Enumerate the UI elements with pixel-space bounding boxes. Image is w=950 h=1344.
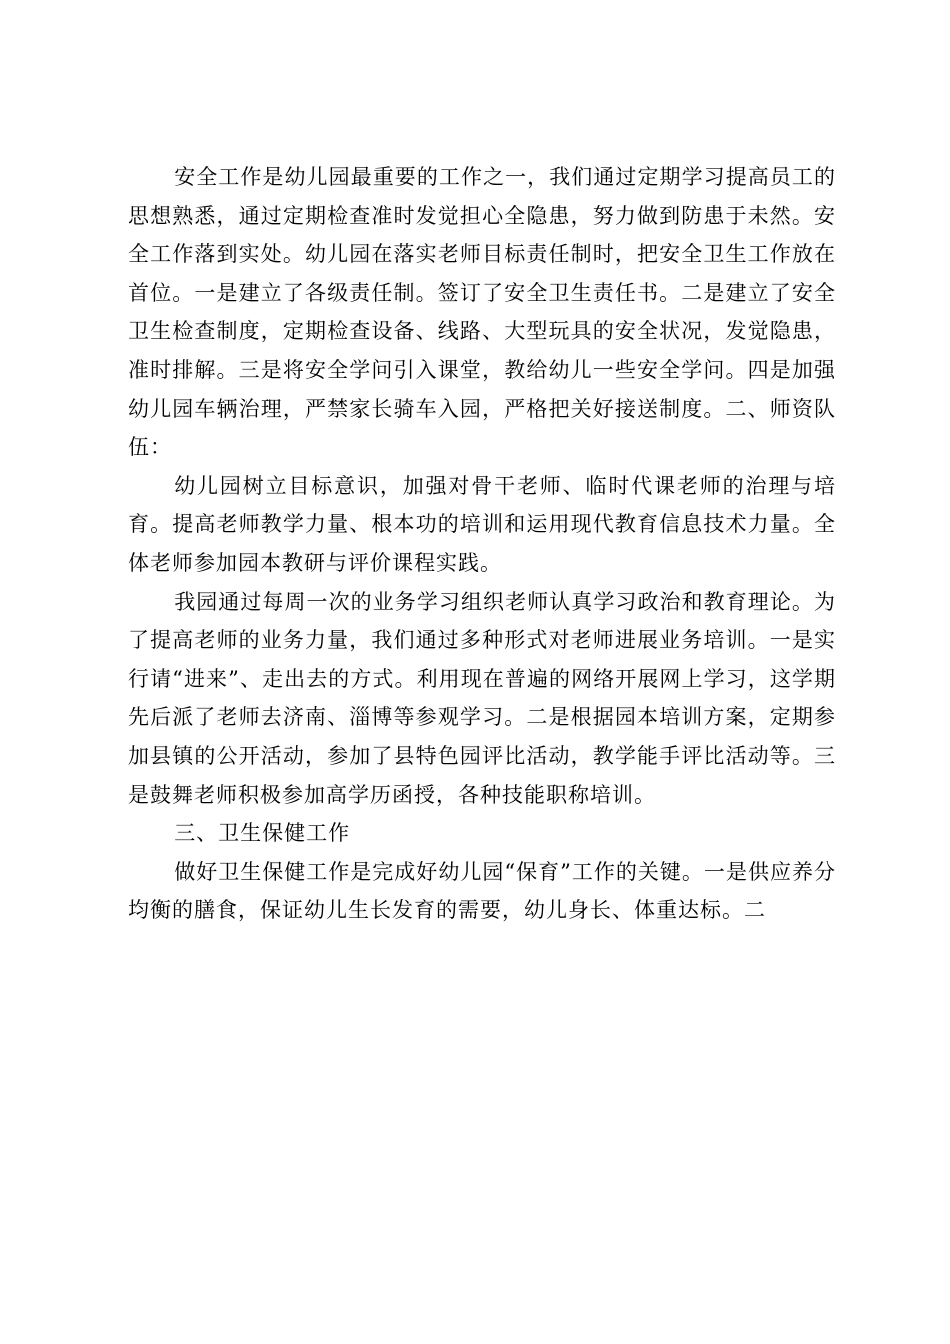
paragraph-teacher-training: 幼儿园树立目标意识，加强对骨干老师、临时代课老师的治理与培育。提高老师教学力量、根本功的培训和运用现代教育信息技术力量。全体老师参加园本教研与评价课程实践。 [128,473,836,575]
section-heading-health-care: 三、卫生保健工作 [174,821,351,846]
document-body [128,158,836,930]
paragraph-business-study: 我园通过每周一次的业务学习组织老师认真学习政治和教育理论。为了提高老师的业务力量，我们通过多种形式对老师进展业务培训。一是实行请“进来”、走出去的方式。利用现在普遍的网络开展网上学习，这学期先后派了老师去济南、淄博等参观学习。二是根据园本培训方案，定期参加县镇的公开活动，参加了县特色园评比活动，教学能手评比活动等。三是鼓舞老师积极参加高学历函授，各种技能职称培训。 [128,589,836,807]
paragraph-health-care: 做好卫生保健工作是完成好幼儿园“保育”工作的关键。一是供应养分均衡的膳食，保证幼儿生长发育的需要，幼儿身长、体重达标。二 [128,859,836,923]
paragraph-safety: 安全工作是幼儿园最重要的工作之一，我们通过定期学习提高员工的思想熟悉，通过定期检查准时发觉担心全隐患，努力做到防患于未然。安全工作落到实处。幼儿园在落实老师目标责任制时，把安全卫生工作放在首位。一是建立了各级责任制。签订了安全卫生责任书。二是建立了安全卫生检查制度，定期检查设备、线路、大型玩具的安全状况，发觉隐患，准时排解。三是将安全学问引入课堂，教给幼儿一些安全学问。四是加强幼儿园车辆治理，严禁家长骑车入园，严格把关好接送制度。二、师资队伍： [128,165,836,460]
